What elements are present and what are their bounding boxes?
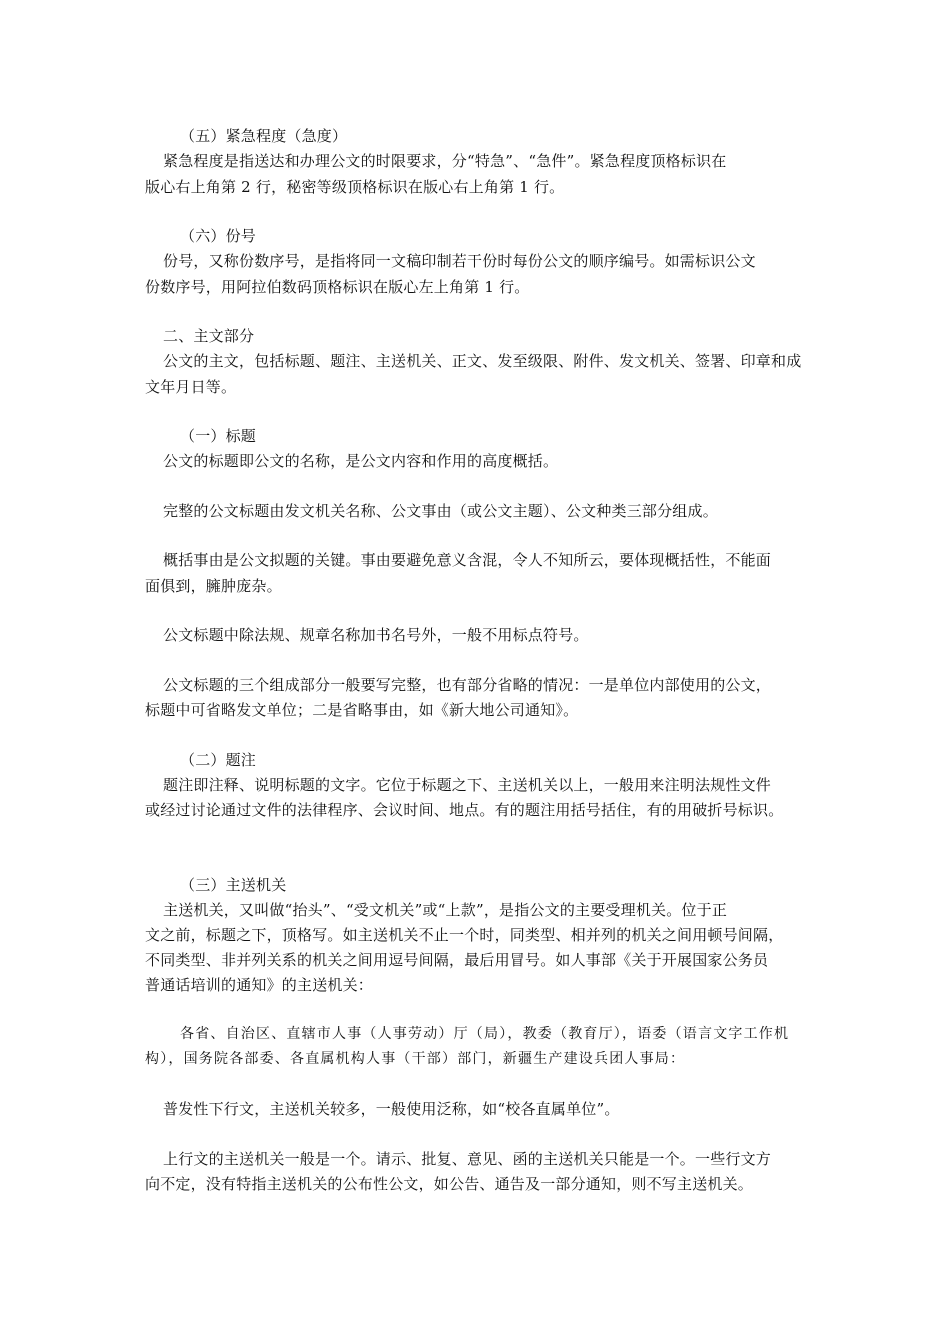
paragraph-line: 份号，又称份数序号，是指将同一文稿印制若干份时每份公文的顺序编号。如需标识公文 — [163, 252, 756, 270]
paragraph-line: 普通话培训的通知》的主送机关： — [145, 976, 374, 994]
heading-annotation: （二）题注 — [180, 751, 257, 769]
paragraph-line: 紧急程度是指送达和办理公文的时限要求，分“特急”、“急件”。紧急程度顶格标识在 — [163, 152, 727, 170]
paragraph-line: 向不定，没有特指主送机关的公布性公文，如公告、通告及一部分通知，则不写主送机关。 — [145, 1175, 754, 1193]
paragraph-line: 概括事由是公文拟题的关键。事由要避免意义含混，令人不知所云，要体现概括性，不能面 — [163, 551, 772, 569]
paragraph-line: 主送机关，又叫做“抬头”、“受文机关”或“上款”，是指公文的主要受理机关。位于正 — [163, 901, 728, 919]
paragraph-line: 公文标题的三个组成部分一般要写完整，也有部分省略的情况：一是单位内部使用的公文， — [163, 676, 772, 694]
paragraph-line: 不同类型、非并列关系的机关之间用逗号间隔，最后用冒号。如人事部《关于开展国家公务员 — [145, 951, 769, 969]
paragraph-line: 文之前，标题之下，顶格写。如主送机关不止一个时，同类型、相并列的机关之间用顿号间隔， — [145, 926, 784, 944]
paragraph-line: 版心右上角第 2 行，秘密等级顶格标识在版心右上角第 1 行。 — [145, 178, 565, 196]
paragraph-line: 题注即注释、说明标题的文字。它位于标题之下、主送机关以上，一般用来注明法规性文件 — [163, 776, 772, 794]
paragraph-line: 完整的公文标题由发文机关名称、公文事由（或公文主题）、公文种类三部分组成。 — [163, 502, 718, 520]
heading-recipient: （三）主送机关 — [180, 876, 287, 894]
paragraph-line: 份数序号，用阿拉伯数码顶格标识在版心左上角第 1 行。 — [145, 278, 530, 296]
quoted-recipients-line: 构），国务院各部委、各直属机构人事（干部）部门，新疆生产建设兵团人事局： — [145, 1051, 686, 1067]
quoted-recipients-line: 各省、自治区、直辖市人事（人事劳动）厅（局），教委（教育厅），语委（语言文字工作机 — [180, 1026, 790, 1042]
paragraph-line: 标题中可省略发文单位；二是省略事由，如《新大地公司通知》。 — [145, 701, 579, 719]
paragraph-line: 或经过讨论通过文件的法律程序、会议时间、地点。有的题注用括号括住，有的用破折号标识。 — [145, 801, 784, 819]
paragraph-line: 公文标题中除法规、规章名称加书名号外，一般不用标点符号。 — [163, 626, 589, 644]
paragraph-line: 普发性下行文，主送机关较多，一般使用泛称，如“校各直属单位”。 — [163, 1100, 620, 1118]
heading-copy-number: （六）份号 — [180, 227, 257, 245]
paragraph-line: 公文的标题即公文的名称，是公文内容和作用的高度概括。 — [163, 452, 559, 470]
paragraph-line: 面俱到，臃肿庞杂。 — [145, 577, 282, 595]
heading-main-part: 二、主文部分 — [163, 327, 255, 345]
paragraph-line: 上行文的主送机关一般是一个。请示、批复、意见、函的主送机关只能是一个。一些行文方 — [163, 1150, 772, 1168]
paragraph-line: 公文的主文，包括标题、题注、主送机关、正文、发至级限、附件、发文机关、签署、印章和成 — [163, 352, 802, 370]
paragraph-line: 文年月日等。 — [145, 378, 237, 396]
heading-urgency: （五）紧急程度（急度） — [180, 127, 348, 145]
heading-title: （一）标题 — [180, 427, 257, 445]
